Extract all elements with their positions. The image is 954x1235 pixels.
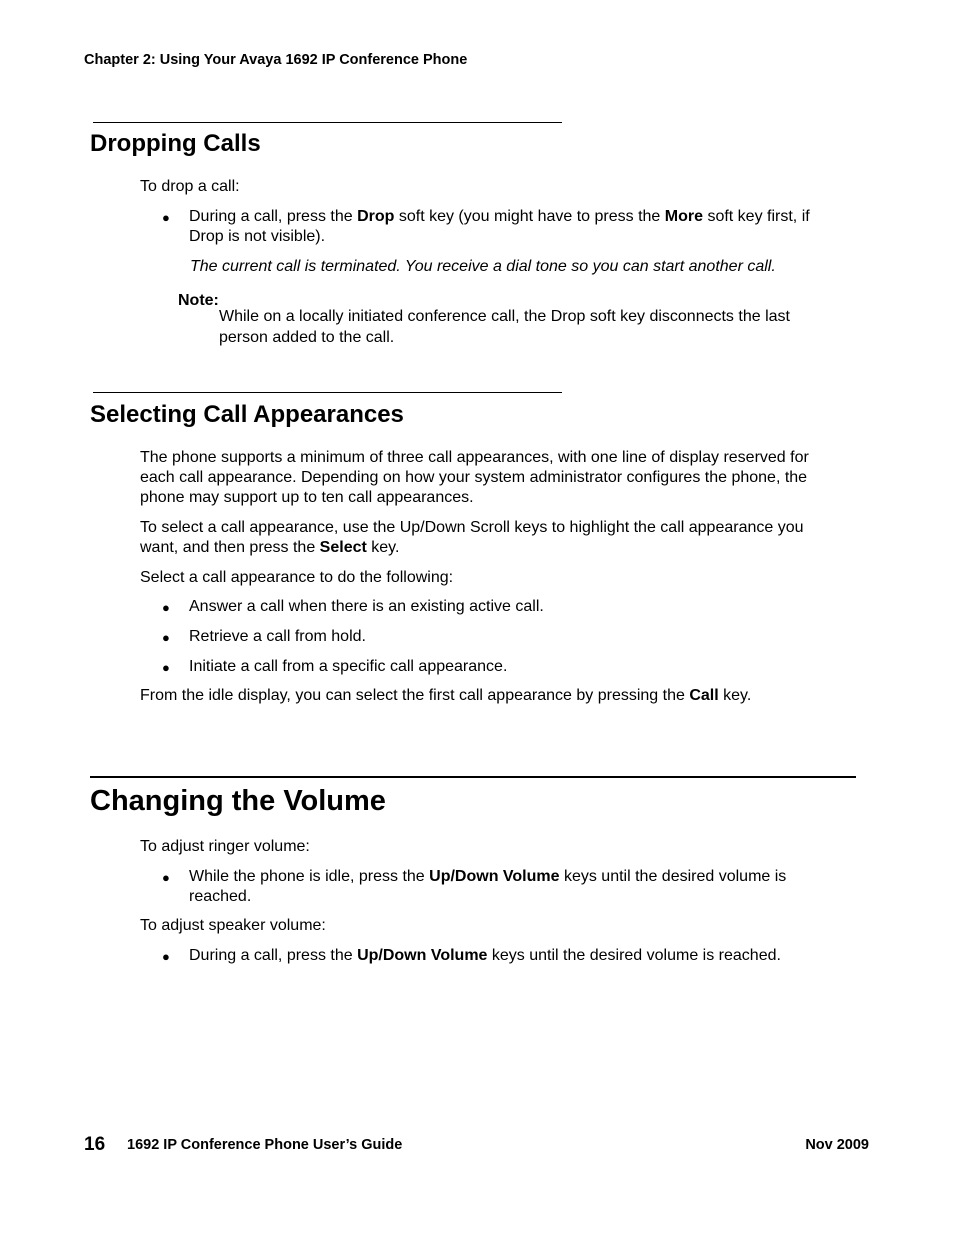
bullet-icon: ●	[162, 630, 170, 645]
ringer-bullet-text: While the phone is idle, press the Up/Down Volume keys until the desired volume is reached.	[189, 868, 787, 905]
selecting-para-1: The phone supports a minimum of three call appearances, with one line of display reserved for each call appearance. Depending on how your system administrator configures the phone, the phone may support up to ten call appearances.	[140, 449, 809, 506]
footer-doc-title: 1692 IP Conference Phone User’s Guide	[127, 1137, 403, 1153]
list-item: Retrieve a call from hold.	[189, 628, 366, 645]
speaker-intro: To adjust speaker volume:	[140, 917, 326, 934]
footer-date: Nov 2009	[805, 1137, 869, 1153]
note-text: While on a locally initiated conference call, the Drop soft key disconnects the last person added to the call.	[219, 308, 790, 346]
bullet-icon: ●	[162, 210, 170, 225]
selecting-para-3: Select a call appearance to do the following:	[140, 569, 454, 586]
volume-key-label: Up/Down Volume	[357, 947, 488, 964]
selecting-para-2: To select a call appearance, use the Up/Down Scroll keys to highlight the call appearance you want, and then press the Select key.	[140, 519, 804, 556]
volume-key-label: Up/Down Volume	[429, 868, 560, 885]
running-header: Chapter 2: Using Your Avaya 1692 IP Conference Phone	[84, 52, 468, 68]
dropping-result: The current call is terminated. You receive a dial tone so you can start another call.	[190, 258, 776, 275]
section-title-changing-the-volume: Changing the Volume	[90, 785, 386, 817]
section-title-selecting-call-appearances: Selecting Call Appearances	[90, 401, 404, 428]
call-key-label: Call	[689, 687, 719, 704]
dropping-intro: To drop a call:	[140, 178, 240, 195]
section-rule-selecting	[93, 392, 562, 393]
bullet-icon: ●	[162, 660, 170, 675]
selecting-para-4: From the idle display, you can select the first call appearance by pressing the Call key.	[140, 687, 752, 704]
section-title-dropping-calls: Dropping Calls	[90, 130, 261, 157]
list-item: Initiate a call from a specific call appearance.	[189, 658, 508, 675]
drop-key-label: Drop	[357, 208, 395, 225]
page-number: 16	[84, 1134, 106, 1155]
more-key-label: More	[664, 208, 703, 225]
select-key-label: Select	[319, 539, 367, 556]
section-rule-volume	[90, 776, 856, 778]
list-item: Answer a call when there is an existing active call.	[189, 598, 544, 615]
speaker-bullet-text: During a call, press the Up/Down Volume keys until the desired volume is reached.	[189, 947, 781, 964]
dropping-bullet-text: During a call, press the Drop soft key (you might have to press the More soft key first, if Drop is not visible).	[189, 208, 810, 245]
bullet-icon: ●	[162, 870, 170, 885]
note-label: Note:	[178, 292, 219, 309]
bullet-icon: ●	[162, 600, 170, 615]
ringer-intro: To adjust ringer volume:	[140, 838, 310, 855]
section-rule-dropping	[93, 122, 562, 123]
bullet-icon: ●	[162, 949, 170, 964]
